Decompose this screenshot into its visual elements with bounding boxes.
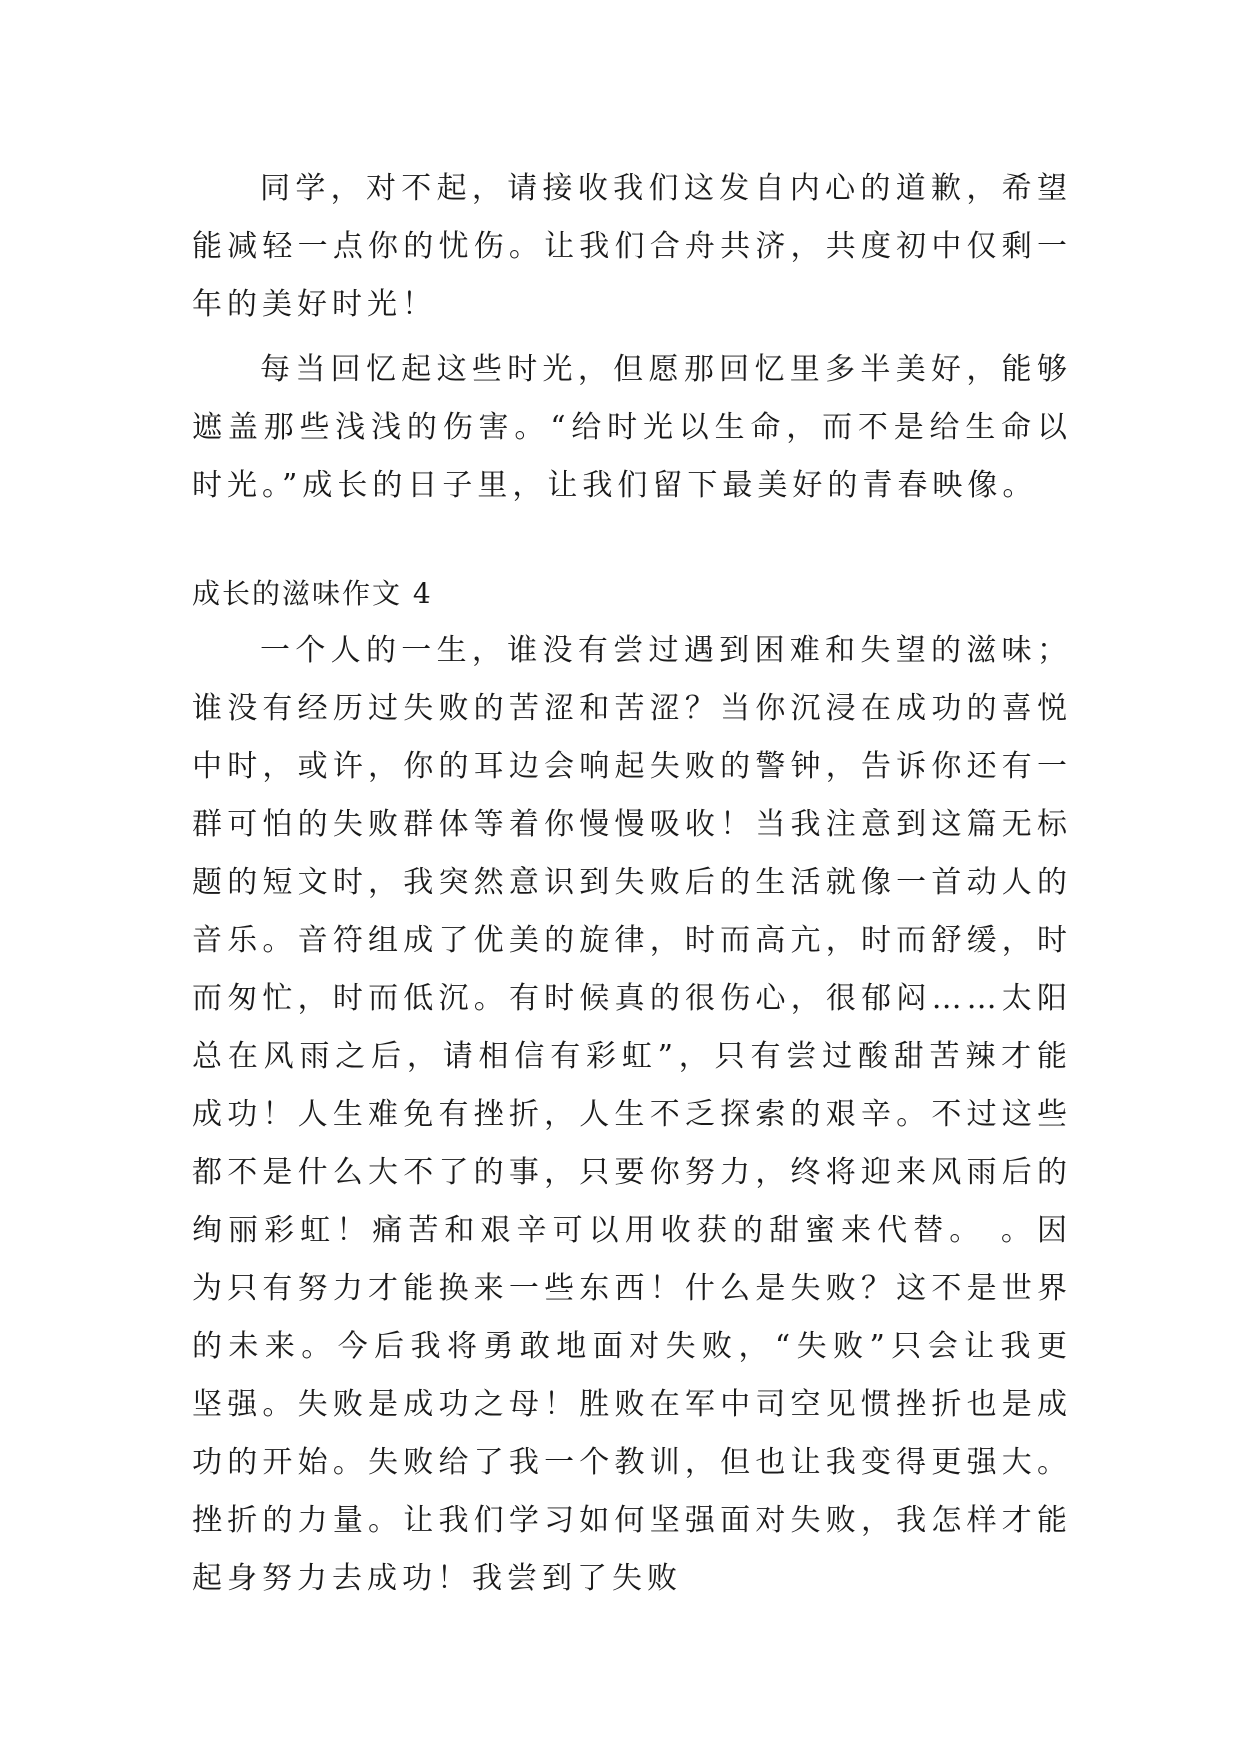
paragraph-text: 一个人的一生，谁没有尝过遇到困难和失望的滋味；谁没有经历过失败的苦涩和苦涩？当你沉浸在成功的喜悦中时，或许，你的耳边会响起失败的警钟，告诉你还有一群可怕的失败群体等着你慢慢吸收！当我注意到这篇无标题的短文时，我突然意识到失败后的生活就像一首动人的音乐。音符组成了优美的旋律，时而高亢，时而舒缓，时而匆忙，时而低沉。有时候真的很伤心，很郁闷……太阳总在风雨之后，请相信有彩虹”，只有尝过酸甜苦辣才能成功！人生难免有挫折，人生不乏探索的艰辛。不过这些都不是什么大不了的事，只要你努力，终将迎来风雨后的绚丽彩虹！痛苦和艰辛可以用收获的甜蜜来代替。 。因为只有努力才能换来一些东西！什么是失败？这不是世界的未来。今后我将勇敢地面对失败，“失败”只会让我更坚强。失败是成功之母！胜败在军中司空见惯挫折也是成功的开始。失败给了我一个教训，但也让我变得更强大。挫折的力量。让我们学习如何坚强面对失败，我怎样才能起身努力去成功！我尝到了失败 — [192, 633, 1072, 1596]
paragraph-growth — [192, 622, 1072, 1608]
paragraph-text: 每当回忆起这些时光，但愿那回忆里多半美好，能够遮盖那些浅浅的伤害。“给时光以生命，而不是给生命以时光。”成长的日子里，让我们留下最美好的青春映像。 — [192, 352, 1072, 503]
paragraph-memories — [192, 341, 1072, 515]
section-heading: 成长的滋味作文 4 — [192, 577, 433, 610]
paragraph-apology — [192, 160, 1072, 334]
paragraph-text: 同学，对不起，请接收我们这发自内心的道歉，希望能减轻一点你的忧伤。让我们合舟共济，共度初中仅剩一年的美好时光！ — [192, 171, 1072, 322]
